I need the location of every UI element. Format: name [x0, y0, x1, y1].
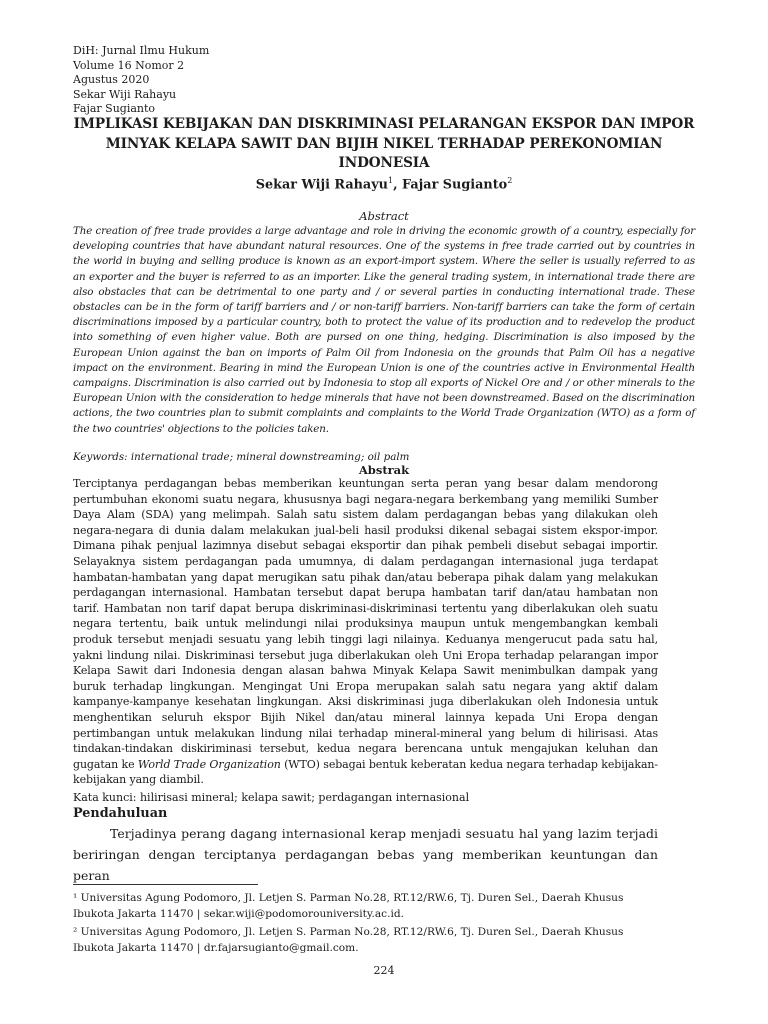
abstrak-text-part-2: (WTO) sebagai bentuk keberatan kedua negara terhadap kebijakan-kebijakan yang diambil.	[73, 757, 658, 787]
section-paragraph: Terjadinya perang dagang internasional kerap menjadi sesuatu hal yang lazim terjadi beriringan dengan terciptanya perdagangan bebas yang memberikan keuntungan dan peran	[73, 826, 658, 883]
abstrak-indonesian	[73, 476, 658, 788]
author-line	[60, 173, 708, 193]
abstract-english: The creation of free trade provides a large advantage and role in driving the economic growth of a country, especially for developing countries that have abundant natural resources. One of the systems in free trade carried out by countries in the world in buying and selling produce is known as an export-import system. Where the seller is usually referred to as an exporter and the buyer is referred to as an importer. Like the general trading system, in international trade there are also obstacles that can be detrimental to one party and / or several parties in conducting international trade. These obstacles can be in the form of tariff barriers and / or non-tariff barriers. Non-tariff barriers can take the form of certain discriminations imposed by a particular country, both to protect the value of its production and to redevelop the product into something of even higher value. Both are pursed on one thing, hedging. Discrimination is also imposed by the European Union against the ban on imports of Palm Oil from Indonesia on the grounds that Palm Oil has a negative impact on the environment. Bearing in mind the European Union is one of the countries active in Environmental Health campaigns. Discrimination is also carried out by Indonesia to stop all exports of Nickel Ore and / or other minerals to the European Union with the consideration to hedge minerals that have not been downstreamed. Based on the discrimination actions, the two countries plan to submit complaints and complaints to the World Trade Organization (WTO) as a form of the two countries' objections to the policies taken.	[73, 225, 695, 435]
abstract-heading: Abstract	[359, 209, 409, 223]
header-author-2: Fajar Sugianto	[73, 102, 156, 115]
footnotes	[73, 890, 663, 958]
footnote-1: ¹ Universitas Agung Podomoro, Jl. Letjen S. Parman No.28, RT.12/RW.6, Tj. Duren Sel., Daerah Khusus Ibukota Jakarta 11470 | sekar.wiji@podomorouniversity.ac.id.	[73, 892, 624, 920]
author-name-2: Fajar Sugianto	[401, 177, 508, 193]
abstrak-heading: Abstrak	[358, 463, 410, 477]
running-header	[73, 44, 209, 117]
journal-name: DiH: Jurnal Ilmu Hukum	[73, 44, 210, 57]
keywords-english: Keywords: international trade; mineral downstreaming; oil palm	[73, 451, 410, 463]
abstrak-text-italic: World Trade Organization	[137, 757, 281, 771]
header-author-1: Sekar Wiji Rahayu	[73, 87, 177, 101]
footnote-divider	[73, 884, 258, 885]
page-number: 224	[373, 964, 395, 977]
author-name-1: Sekar Wiji Rahayu	[255, 177, 388, 193]
footnote-ref-1[interactable]: 1	[387, 176, 394, 185]
abstrak-text-part-1: Terciptanya perdagangan bebas memberikan keuntungan serta peran yang besar dalam mendorong pertumbuhan ekonomi suatu negara, khususnya bagi negara-negara berkembang yang memiliki Sumber Daya Alam (SDA) yang melimpah. Salah satu sistem dalam perdagangan bebas yang dilakukan oleh negara-negara di dunia dalam melakukan jual-beli hasil produksi dikenal sebagai sistem ekspor-impor. Dimana pihak penjual lazimnya disebut sebagai eksportir dan pihak pembeli disebut sebagai importir. Selayaknya sistem perdagangan pada umumnya, di dalam perdagangan internasional juga terdapat hambatan-hambatan yang dapat merugikan satu pihak dan/atau beberapa pihak dalam yang melakukan perdagangan internasional. Hambatan tersebut dapat berupa hambatan tarif dan/atau hambatan non tarif. Hambatan non tarif dapat berupa diskriminasi-diskriminasi tertentu yang diberlakukan oleh suatu negara tertentu, baik untuk melindungi nilai produksinya maupun untuk mengembangkan kembali produk tersebut menjadi sesuatu yang lebih tinggi lagi nilainya. Keduanya mengerucut pada satu hal, yakni lindung nilai. Diskriminasi tersebut juga diberlakukan oleh Uni Eropa terhadap pelarangan impor Kelapa Sawit dari Indonesia dengan alasan bahwa Minyak Kelapa Sawit menimbulkan dampak yang buruk terhadap lingkungan. Mengingat Uni Eropa merupakan salah satu negara yang aktif dalam kampanye-kampanye kesehatan lingkungan. Aksi diskriminasi juga diberlakukan oleh Indonesia untuk menghentikan seluruh ekspor Bijih Nikel dan/atau mineral lainnya kepada Uni Eropa dengan pertimbangan untuk melakukan lindung nilai terhadap mineral-mineral yang belum di hilirisasi. Atas tindakan-tindakan diskiriminasi tersebut, kedua negara berencana untuk mengajukan keluhan dan gugatan ke	[73, 477, 658, 771]
paper-title: IMPLIKASI KEBIJAKAN DAN DISKRIMINASI PELARANGAN EKSPOR DAN IMPOR MINYAK KELAPA SAWIT DAN BIJIH NIKEL TERHADAP PEREKONOMIAN INDONESIA	[73, 116, 695, 171]
section-heading: Pendahuluan	[73, 806, 168, 821]
footnote-ref-2[interactable]: 2	[507, 176, 513, 185]
journal-volume: Volume 16 Nomor 2	[73, 58, 185, 72]
journal-date: Agustus 2020	[73, 73, 150, 86]
footnote-2: ² Universitas Agung Podomoro, Jl. Letjen S. Parman No.28, RT.12/RW.6, Tj. Duren Sel., Daerah Khusus Ibukota Jakarta 11470 | dr.fajarsugianto@gmail.com.	[73, 926, 624, 954]
keywords-indonesian: Kata kunci: hilirisasi mineral; kelapa sawit; perdagangan internasional	[73, 791, 470, 804]
author-separator: ,	[393, 177, 402, 193]
